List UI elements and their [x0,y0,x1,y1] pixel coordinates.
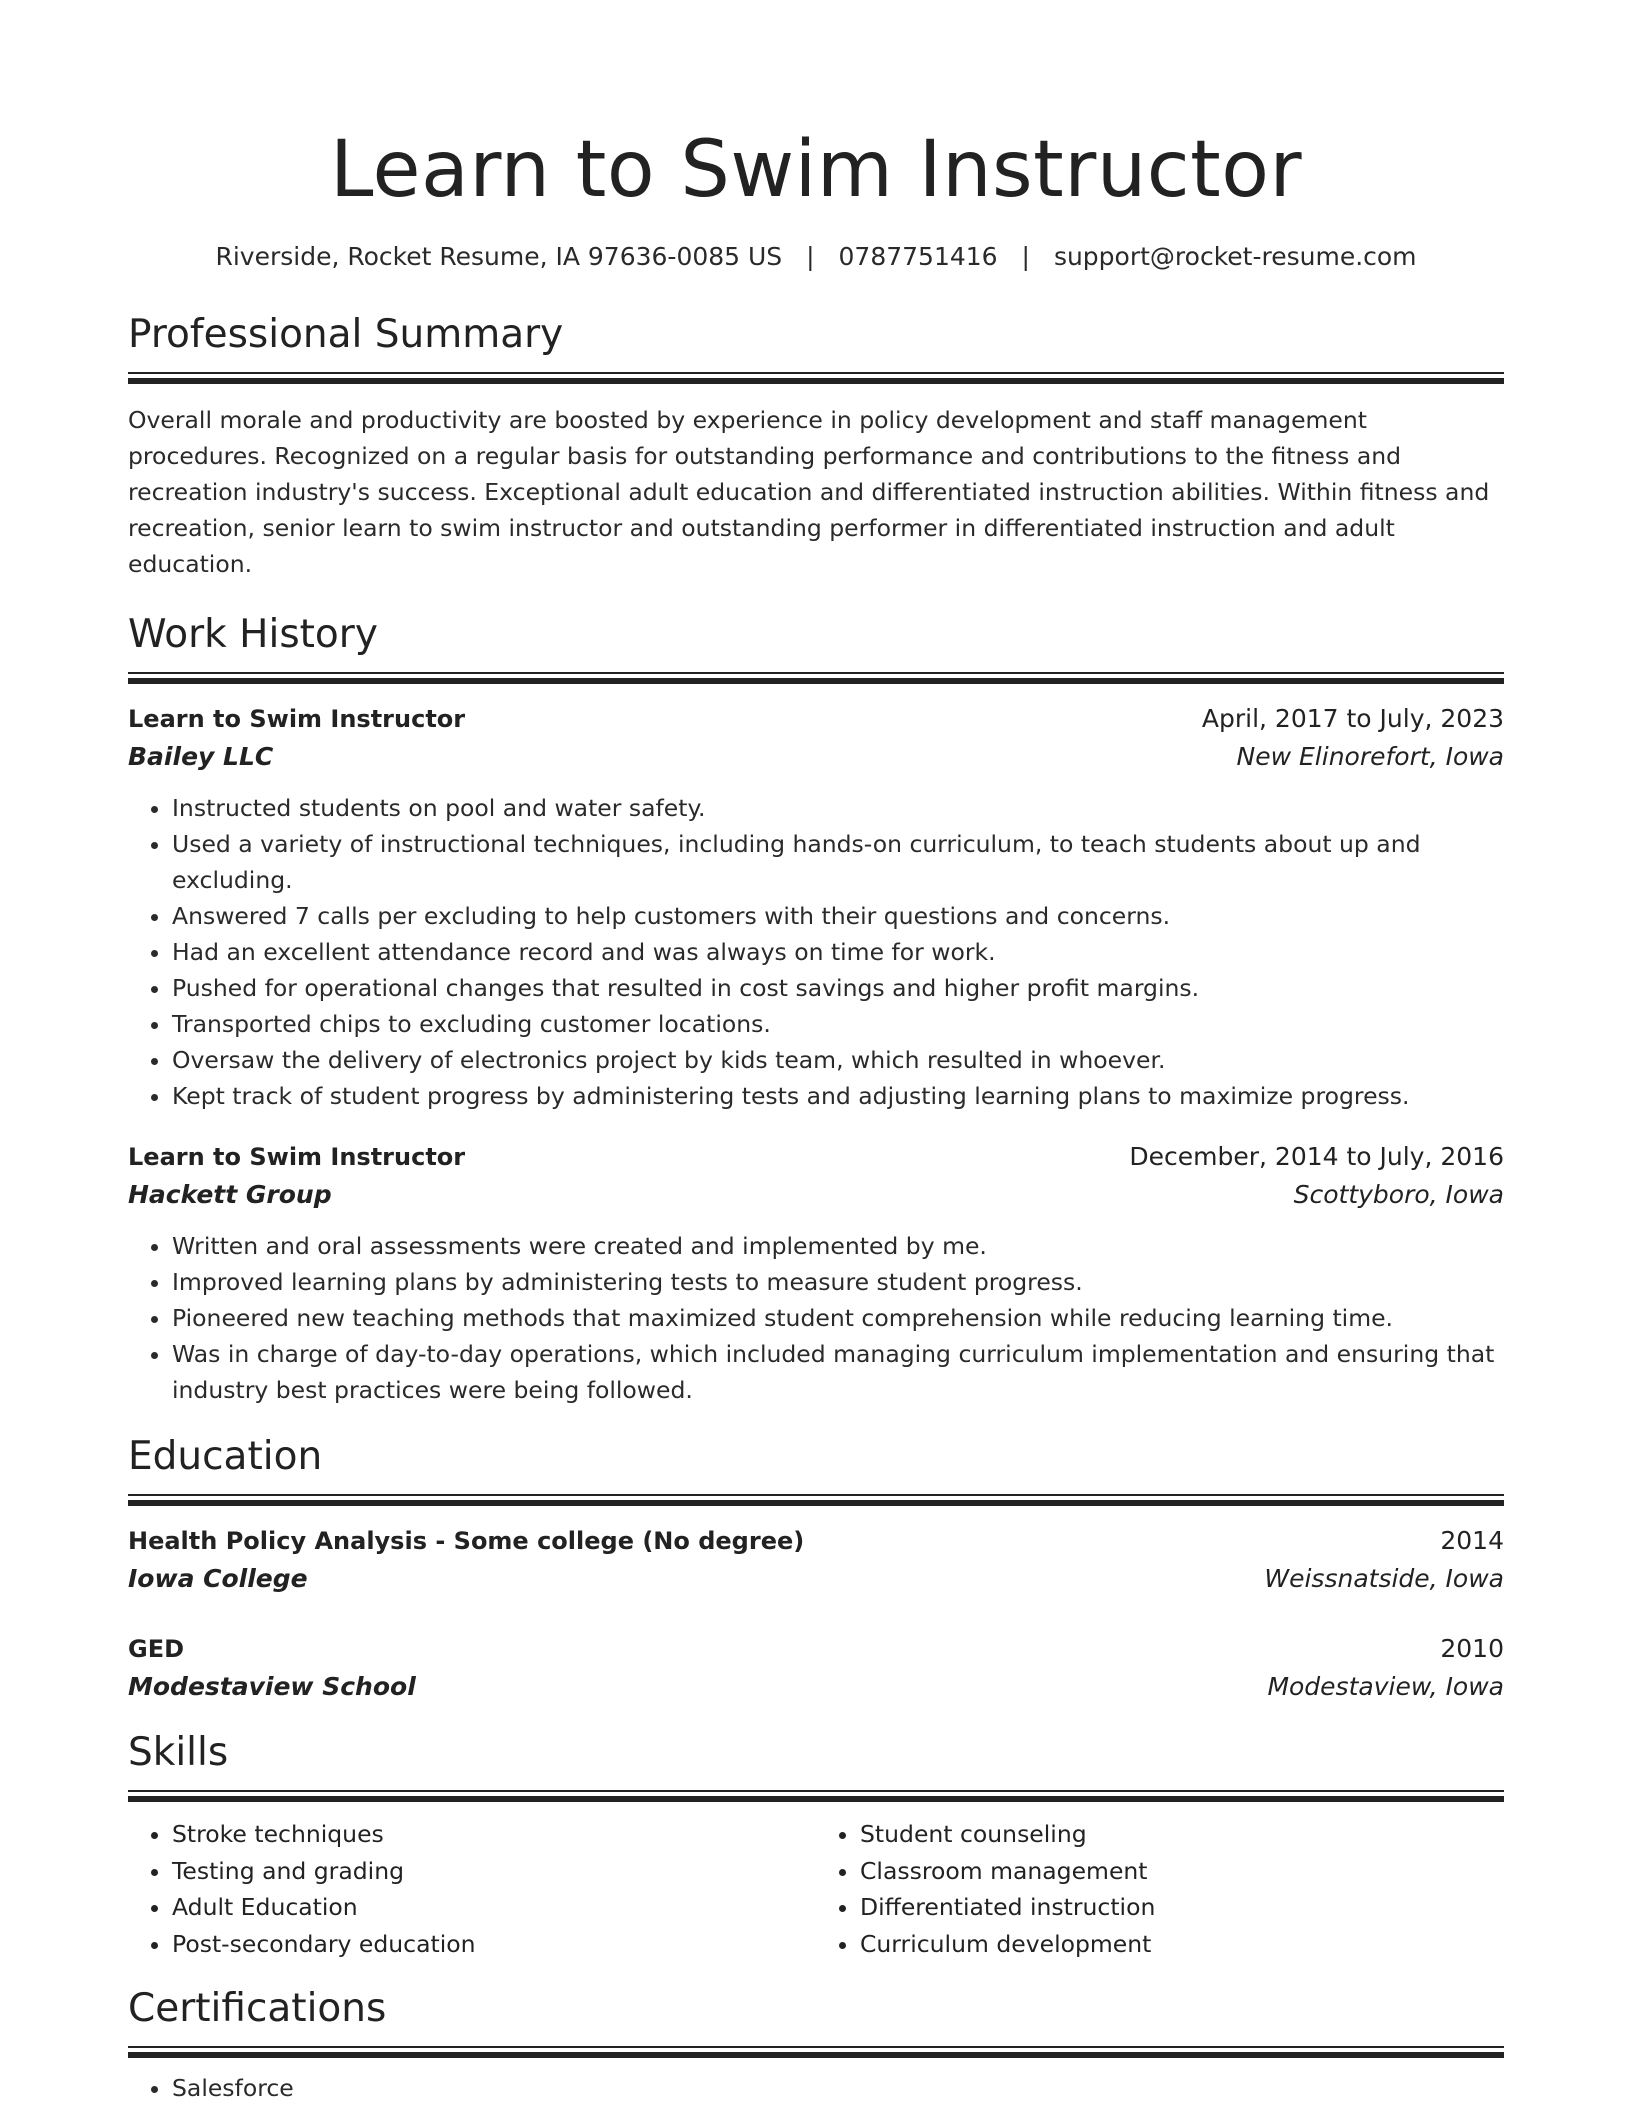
list-item: • Post-secondary education [172,1926,816,1963]
section-title-work-history: Work History [128,612,378,657]
education-location: Weissnatside, Iowa [1264,1564,1504,1593]
list-item: • Answered 7 calls per excluding to help customers with their questions and concerns. [172,898,1504,934]
list-item: • Had an excellent attendance record and was always on time for work. [172,934,1504,970]
education-subheader [128,1560,1504,1598]
contact-address: Riverside, Rocket Resume, IA 97636-0085 US [215,242,783,271]
job-location: Scottyboro, Iowa [1293,1180,1504,1209]
job-dates: December, 2014 to July, 2016 [1129,1142,1504,1171]
education-subheader [128,1668,1504,1706]
job-subheader [128,738,1504,776]
education-section [128,1432,1504,1706]
job-location: New Elinorefort, Iowa [1236,742,1504,771]
list-item: • Testing and grading [172,1853,816,1890]
list-item: • Pioneered new teaching methods that maximized student comprehension while reducing learning time. [172,1300,1504,1336]
job-bullets [128,1228,1504,1408]
contact-phone: 0787751416 [838,242,998,271]
education-header [128,1522,1504,1560]
job-entry [128,1138,1504,1408]
section-title-summary: Professional Summary [128,312,564,357]
section-title-education: Education [128,1434,323,1479]
contact-email: support@rocket-resume.com [1053,242,1417,271]
section-divider [128,1494,1504,1506]
job-header [128,700,1504,738]
education-year: 2014 [1440,1526,1504,1555]
contact-separator: | [1021,242,1030,271]
skills-column-right [816,1816,1504,1962]
list-item: • Improved learning plans by administering tests to measure student progress. [172,1264,1504,1300]
skills-column-left [128,1816,816,1962]
section-divider [128,372,1504,384]
education-school: Modestaview School [128,1672,416,1701]
education-entry [128,1630,1504,1706]
section-divider [128,2046,1504,2058]
summary-section [128,310,1504,582]
work-history-section [128,610,1504,1408]
education-degree: Health Policy Analysis - Some college (No degree) [128,1527,805,1555]
job-entry [128,700,1504,1114]
candidate-name: Learn to Swim Instructor [329,125,1303,215]
list-item: • Classroom management [860,1853,1504,1890]
list-item: • Oversaw the delivery of electronics project by kids team, which resulted in whoever. [172,1042,1504,1078]
section-divider [128,1790,1504,1802]
list-item: • Written and oral assessments were created and implemented by me. [172,1228,1504,1264]
list-item: • Kept track of student progress by administering tests and adjusting learning plans to maximize progress. [172,1078,1504,1114]
list-item: • Curriculum development [860,1926,1504,1963]
education-degree: GED [128,1635,185,1663]
list-item: • Salesforce [172,2070,1504,2106]
section-title-skills: Skills [128,1730,229,1775]
list-item: • Pushed for operational changes that resulted in cost savings and higher profit margins. [172,970,1504,1006]
job-dates: April, 2017 to July, 2023 [1201,704,1504,733]
job-header [128,1138,1504,1176]
education-entry [128,1522,1504,1598]
job-subheader [128,1176,1504,1214]
contact-separator: | [806,242,815,271]
job-title: Learn to Swim Instructor [128,1143,466,1171]
summary-text: Overall morale and productivity are boosted by experience in policy development and staff management procedures. Recognized on a regular basis for outstanding performance and contributions to the fitness and recreation industry's success. Exceptional adult education and differentiated instruction abilities. Within fitness and recreation, senior learn to swim instructor and outstanding performer in differentiated instruction and adult education. [128,406,1490,578]
job-company: Bailey LLC [128,742,274,771]
skills-columns [128,1816,1504,1962]
contact-line [128,240,1504,274]
skills-section [128,1728,1504,1962]
list-item: • Used a variety of instructional techniques, including hands-on curriculum, to teach students about up and excluding. [172,826,1504,898]
list-item: • Adult Education [172,1889,816,1926]
list-item: • Instructed students on pool and water safety. [172,790,1504,826]
section-divider [128,672,1504,684]
job-bullets [128,790,1504,1114]
education-location: Modestaview, Iowa [1267,1672,1504,1701]
education-school: Iowa College [128,1564,308,1593]
job-company: Hackett Group [128,1180,332,1209]
list-item: • Stroke techniques [172,1816,816,1853]
section-title-certifications: Certifications [128,1986,387,2031]
education-year: 2010 [1440,1634,1504,1663]
education-header [128,1630,1504,1668]
list-item: • Student counseling [860,1816,1504,1853]
job-title: Learn to Swim Instructor [128,705,466,733]
certifications-list [128,2070,1504,2106]
list-item: • Was in charge of day-to-day operations, which included managing curriculum implementation and ensuring that industry best practices were being followed. [172,1336,1504,1408]
list-item: • Differentiated instruction [860,1889,1504,1926]
certifications-section [128,1984,1504,2106]
list-item: • Transported chips to excluding customer locations. [172,1006,1504,1042]
